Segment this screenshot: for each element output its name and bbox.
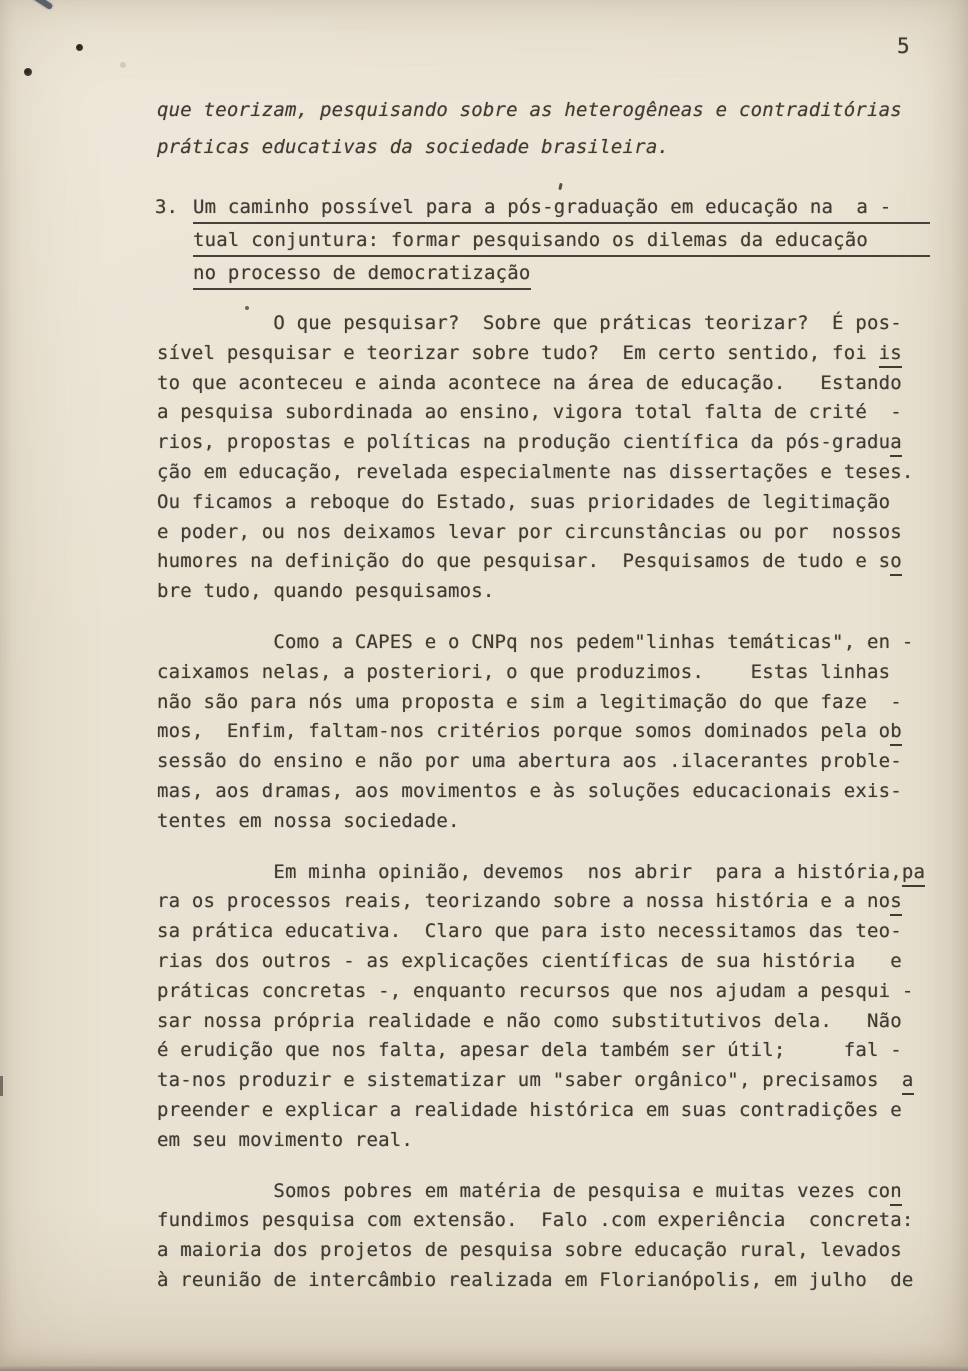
underlined-syllable: b	[890, 720, 902, 746]
text-line: rias dos outros - as explicações científicas de sua história e	[157, 949, 902, 972]
text-line: Um caminho possível para a pós-graduação em educação na a -	[193, 196, 930, 224]
underlined-syllable: pa	[902, 861, 925, 887]
paragraph	[157, 628, 947, 837]
underlined-syllable: a	[890, 431, 902, 457]
text-line: sar nossa própria realidade e não como substitutivos dela. Não	[157, 1009, 902, 1032]
typewriter-stray-mark	[558, 183, 562, 190]
underlined-syllable: n	[890, 1180, 902, 1206]
underlined-syllable: is	[879, 342, 902, 368]
text-line: Em minha opinião, devemos nos abrir para a história,pa	[157, 858, 947, 888]
text-line: práticas educativas da sociedade brasileira.	[157, 136, 670, 158]
text-line: sa prática educativa. Claro que para isto necessitamos das teo-	[157, 920, 902, 943]
text-line: tentes em nossa sociedade.	[157, 809, 460, 832]
intro-italic-text	[157, 92, 902, 166]
text-line: à reunião de intercâmbio realizada em Florianópolis, em julho de	[157, 1268, 914, 1291]
text-line: tual conjuntura: formar pesquisando os dilemas da educação	[193, 229, 930, 257]
text-line: no processo de democratização	[193, 262, 531, 290]
intro-lines	[157, 92, 902, 166]
text-line: preender e explicar a realidade histórica em suas contradições e	[157, 1098, 902, 1121]
text-line: é erudição que nos falta, apesar dela também ser útil; fal -	[157, 1039, 902, 1062]
section-heading	[155, 196, 930, 295]
text-line: práticas concretas -, enquanto recursos que nos ajudam a pesqui -	[157, 979, 914, 1002]
text-line: e poder, ou nos deixamos levar por circunstâncias ou por nossos	[157, 520, 902, 543]
text-line: Ou ficamos a reboque do Estado, suas prioridades de legitimação	[157, 490, 891, 513]
text-line: ta-nos produzir e sistematizar um "saber orgânico", precisamos a	[157, 1066, 947, 1096]
body-text	[157, 309, 947, 1317]
underlined-syllable: o	[890, 550, 902, 576]
text-line: caixamos nelas, a posteriori, o que produzimos. Estas linhas	[157, 660, 891, 683]
paragraph	[157, 858, 947, 1156]
text-line: bre tudo, quando pesquisamos.	[157, 580, 495, 603]
paragraph	[157, 1177, 947, 1296]
text-line: humores na definição do que pesquisar. Pesquisamos de tudo e so	[157, 547, 947, 577]
text-line: em seu movimento real.	[157, 1128, 414, 1151]
text-line: sessão do ensino e não por uma abertura aos .ilacerantes proble-	[157, 750, 902, 773]
ink-speck	[76, 44, 83, 51]
text-line: fundimos pesquisa com extensão. Falo .com experiência concreta:	[157, 1209, 914, 1232]
text-line: não são para nós uma proposta e sim a legitimação do que faze -	[157, 690, 902, 713]
text-line: to que aconteceu e ainda acontece na área de educação. Estando	[157, 371, 902, 394]
text-line: mos, Enfim, faltam-nos critérios porque somos dominados pela ob	[157, 717, 947, 747]
text-line: Como a CAPES e o CNPq nos pedem"linhas temáticas", en -	[157, 630, 914, 653]
text-line: ção em educação, revelada especialmente nas dissertações e teses.	[157, 460, 914, 483]
edge-mark	[0, 1076, 3, 1096]
text-line: que teorizam, pesquisando sobre as heterogêneas e contraditórias	[157, 99, 902, 121]
ink-speck	[24, 68, 32, 76]
page-number: 5	[897, 34, 910, 58]
text-line: sível pesquisar e teorizar sobre tudo? Em certo sentido, foi is	[157, 339, 947, 369]
underlined-syllable: s	[890, 890, 902, 916]
text-line: Somos pobres em matéria de pesquisa e muitas vezes con	[157, 1177, 947, 1207]
text-line: ra os processos reais, teorizando sobre a nossa história e a nos	[157, 887, 947, 917]
scan-bottom-edge	[0, 1366, 968, 1371]
text-line: mas, aos dramas, aos movimentos e às soluções educacionais exis-	[157, 779, 902, 802]
section-heading-lines	[193, 196, 930, 290]
pen-mark-artifact	[27, 0, 54, 10]
paper-speck	[120, 62, 126, 68]
paragraph	[157, 309, 947, 607]
text-line: O que pesquisar? Sobre que práticas teorizar? É pos-	[157, 312, 902, 334]
section-number: 3.	[155, 196, 178, 218]
text-line: a pesquisa subordinada ao ensino, vigora total falta de crité -	[157, 401, 902, 424]
text-line: a maioria dos projetos de pesquisa sobre educação rural, levados	[157, 1239, 902, 1262]
underlined-syllable: a	[902, 1069, 914, 1095]
text-line: rios, propostas e políticas na produção científica da pós-gradua	[157, 428, 947, 458]
